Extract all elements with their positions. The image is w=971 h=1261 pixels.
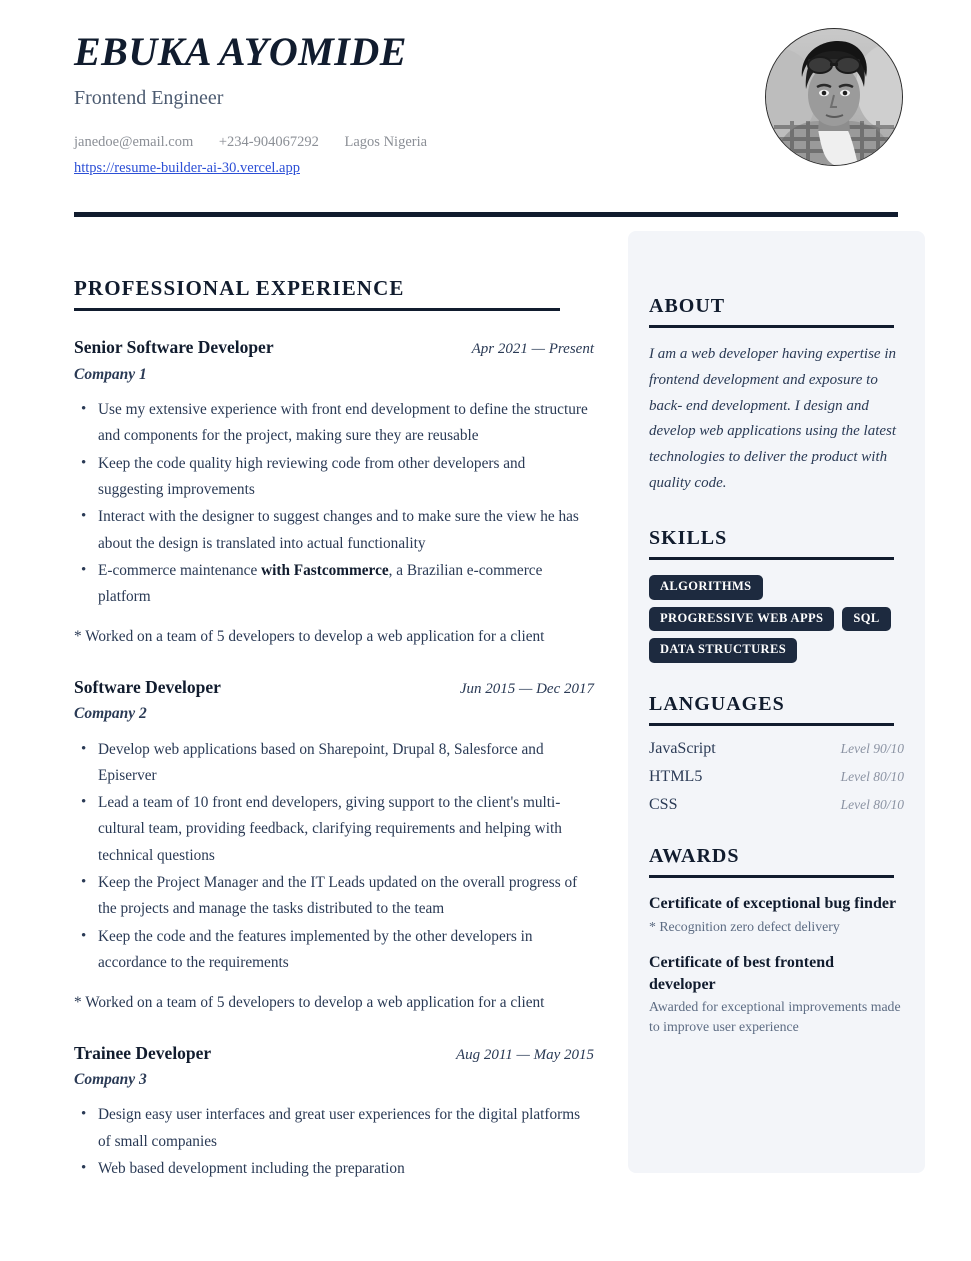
avatar	[765, 28, 903, 166]
experience-company: Company 2	[74, 705, 147, 723]
award-title: Certificate of exceptional bug finder	[649, 895, 897, 913]
experience-role: Software Developer	[74, 676, 221, 697]
experience-bullet: • Keep the code quality high reviewing code from other developers and suggesting improvements	[98, 451, 594, 504]
about-section-divider	[649, 325, 894, 328]
bullet-suffix: , a Brazilian e-commerce platform	[98, 561, 543, 606]
contact-phone[interactable]: +234-904067292	[218, 134, 319, 150]
avatar-photo-icon	[766, 29, 902, 165]
resume-body	[0, 231, 971, 1183]
experience-bullet: • Develop web applications based on Sharepoint, Drupal 8, Salesforce and Episerver	[98, 737, 594, 790]
experience-role: Trainee Developer	[74, 1042, 212, 1063]
bullet-prefix: E-commerce maintenance	[98, 561, 262, 579]
award-description: * Recognition zero defect delivery	[649, 919, 840, 935]
experience-bullet-list	[74, 397, 594, 610]
experience-dates: Aug 2011 — May 2015	[455, 1046, 594, 1063]
resume-header	[0, 0, 971, 176]
awards-section	[649, 845, 904, 1037]
about-section-title: ABOUT	[649, 295, 726, 317]
skill-badge[interactable]: DATA STRUCTURES	[649, 638, 797, 663]
language-level: Level 80/10	[840, 768, 904, 784]
bullet-bold: with Fastcommerce	[261, 561, 389, 579]
experience-bullet: • Use my extensive experience with front end development to define the structure and components for the project, making sure they are reusable	[98, 397, 594, 450]
language-level: Level 90/10	[840, 741, 904, 757]
experience-item-header	[74, 336, 594, 359]
experience-role: Senior Software Developer	[74, 337, 274, 358]
skill-badge[interactable]: PROGRESSIVE WEB APPS	[649, 607, 834, 632]
header-divider	[74, 212, 898, 217]
language-name: CSS	[649, 795, 678, 813]
experience-item	[74, 1042, 594, 1183]
skill-badge[interactable]: SQL	[842, 607, 890, 632]
experience-bullet-rich	[98, 558, 594, 611]
experience-company: Company 1	[74, 365, 147, 383]
contact-website-link[interactable]: https://resume-builder-ai-30.vercel.app	[74, 159, 300, 176]
contact-location: Lagos Nigeria	[344, 134, 428, 150]
experience-company: Company 3	[74, 1071, 147, 1089]
experience-section-divider	[74, 308, 560, 311]
experience-section-title: PROFESSIONAL EXPERIENCE	[74, 276, 405, 300]
language-row	[649, 795, 904, 816]
experience-item	[74, 676, 594, 1017]
experience-bullet: • Design easy user interfaces and great user experiences for the digital platforms of small companies	[98, 1102, 594, 1155]
sidebar	[628, 231, 925, 1173]
about-text: I am a web developer having expertise in frontend development and exposure to back- end development. I design and develop web applications using the latest technologies to deliver the product with quality code.	[649, 346, 897, 491]
job-title-subtitle: Frontend Engineer	[74, 87, 224, 109]
skills-section-divider	[649, 557, 894, 560]
awards-section-divider	[649, 875, 894, 878]
awards-section-title: AWARDS	[649, 845, 740, 868]
experience-bullet-list	[74, 737, 594, 977]
language-name: JavaScript	[649, 740, 716, 758]
contact-line	[74, 132, 897, 154]
language-row	[649, 767, 904, 788]
languages-section-divider	[649, 723, 894, 726]
experience-note: * Worked on a team of 5 developers to develop a web application for a client	[74, 628, 545, 646]
language-level: Level 80/10	[840, 796, 904, 812]
contact-email[interactable]: janedoe@email.com	[74, 134, 194, 150]
experience-dates: Apr 2021 — Present	[471, 341, 594, 358]
award-description: Awarded for exceptional improvements made to improve user experience	[649, 999, 901, 1035]
experience-bullet-list	[74, 1102, 594, 1182]
experience-item-header	[74, 676, 594, 699]
skills-section-title: SKILLS	[649, 526, 728, 549]
experience-bullet: • Lead a team of 10 front end developers, giving support to the client's multi-cultural team, providing feedback, clarifying requirements and helping with technical questions	[98, 790, 594, 869]
experience-item-header	[74, 1042, 594, 1065]
languages-list	[649, 739, 904, 815]
award-item	[649, 952, 904, 1037]
languages-section-title: LANGUAGES	[649, 693, 785, 716]
experience-dates: Jun 2015 — Dec 2017	[459, 680, 594, 697]
experience-bullet: • Interact with the designer to suggest changes and to make sure the view he has about the design is translated into actual functionality	[98, 504, 594, 557]
skill-badge[interactable]: ALGORITHMS	[649, 575, 763, 600]
page-title: EBUKA AYOMIDE	[74, 29, 407, 74]
experience-item	[74, 336, 594, 651]
skills-section	[649, 527, 904, 663]
language-row	[649, 739, 904, 760]
experience-bullet: • Web based development including the preparation	[98, 1156, 594, 1182]
experience-note: * Worked on a team of 5 developers to develop a web application for a client	[74, 994, 545, 1012]
languages-section	[649, 693, 904, 815]
award-item	[649, 893, 904, 937]
experience-bullet: • Keep the Project Manager and the IT Leads updated on the overall progress of the projects and manage the tasks distributed to the team	[98, 870, 594, 923]
skills-list	[649, 575, 904, 663]
award-title: Certificate of best frontend developer	[649, 954, 834, 993]
experience-column	[74, 231, 594, 1183]
experience-bullet: • Keep the code and the features implemented by the other developers in accordance to the requirements	[98, 924, 594, 977]
language-name: HTML5	[649, 767, 703, 785]
about-section	[649, 295, 904, 497]
